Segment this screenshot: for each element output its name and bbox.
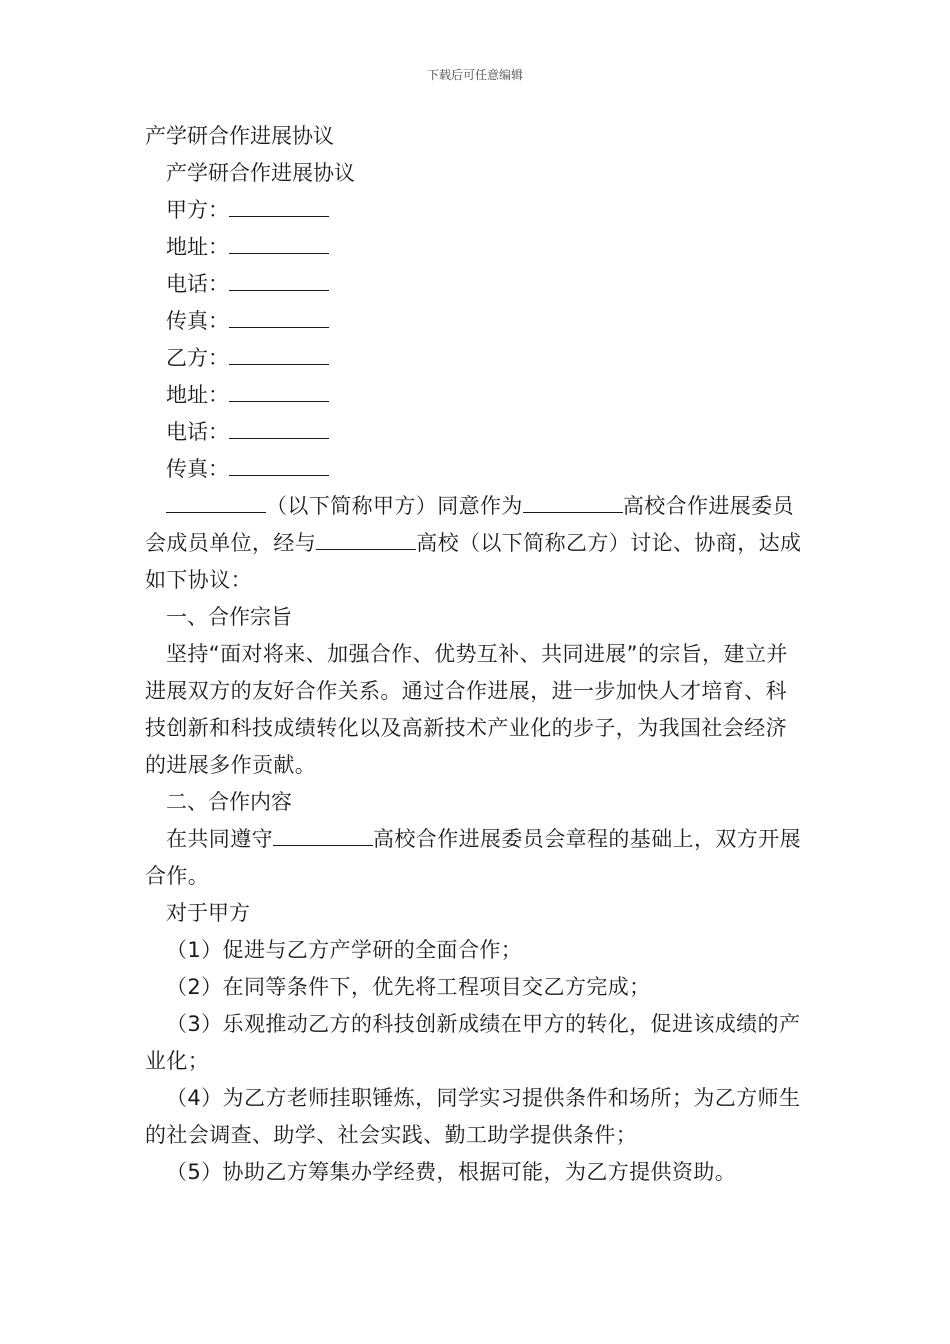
list-item: （5）协助乙方筹集办学经费，根据可能，为乙方提供资助。 (166, 1160, 737, 1184)
document-body (145, 118, 807, 1191)
party-b-address-row (145, 377, 807, 414)
list-item: （4）为乙方老师挂职锤炼，同学实习提供条件和场所；为乙方师生的社会调查、助学、社会实践、勤工助学提供条件； (145, 1086, 801, 1147)
list-item: （3）乐观推动乙方的科技创新成绩在甲方的转化，促进该成绩的产业化； (145, 1012, 801, 1073)
party-b-blank (229, 343, 329, 365)
party-a-fax-row (145, 303, 807, 340)
party-a-address-label: 地址： (166, 235, 229, 259)
party-b-phone-row (145, 414, 807, 451)
section-2-text (145, 821, 807, 895)
party-a-duties-heading: 对于甲方 (166, 901, 250, 925)
list-item: （1）促进与乙方产学研的全面合作； (166, 938, 523, 962)
intro-blank-3 (316, 528, 416, 550)
intro-text-1: （以下简称甲方）同意作为 (266, 494, 523, 518)
section-2-blank (273, 824, 373, 846)
intro-paragraph (145, 488, 807, 599)
section-1-heading: 一、合作宗旨 (166, 605, 292, 629)
intro-blank-1 (166, 491, 266, 513)
section-2-text-a: 在共同遵守 (166, 827, 273, 851)
intro-blank-2 (523, 491, 623, 513)
party-a-fax-label: 传真： (166, 309, 229, 333)
intro-text-2: 高校合作进展委员会成员单位，经与 (145, 494, 795, 555)
list-item: （2）在同等条件下，优先将工程项目交乙方完成； (166, 975, 651, 999)
party-a-phone-label: 电话： (166, 272, 229, 296)
party-a-phone-blank (229, 269, 329, 291)
party-b-fax-blank (229, 454, 329, 476)
party-a-blank (229, 195, 329, 217)
party-b-label: 乙方： (166, 346, 229, 370)
document-title: 产学研合作进展协议 (145, 124, 334, 148)
party-a-address-row (145, 229, 807, 266)
section-2-text-b: 高校合作进展委员会章程的基础上，双方开展合作。 (145, 827, 801, 888)
party-b-fax-row (145, 451, 807, 488)
document-subtitle: 产学研合作进展协议 (166, 161, 355, 185)
party-a-fax-blank (229, 306, 329, 328)
section-2-heading: 二、合作内容 (166, 790, 292, 814)
intro-text-3: 高校（以下简称乙方）讨论、协商，达成如下协议： (145, 531, 802, 592)
party-b-row (145, 340, 807, 377)
page-header: 下载后可任意编辑 (426, 68, 523, 82)
party-a-address-blank (229, 232, 329, 254)
section-1-text: 坚持“面对将来、加强合作、优势互补、共同进展”的宗旨，建立并进展双方的友好合作关系。通过合作进展，进一步加快人才培育、科技创新和科技成绩转化以及高新技术产业化的步子，为我国社会经济的进展多作贡献。 (145, 642, 788, 777)
party-b-address-blank (229, 380, 329, 402)
party-b-fax-label: 传真： (166, 457, 229, 481)
party-b-phone-blank (229, 417, 329, 439)
party-a-phone-row (145, 266, 807, 303)
party-b-address-label: 地址： (166, 383, 229, 407)
party-a-label: 甲方： (166, 198, 229, 222)
party-b-phone-label: 电话： (166, 420, 229, 444)
party-a-row (145, 192, 807, 229)
